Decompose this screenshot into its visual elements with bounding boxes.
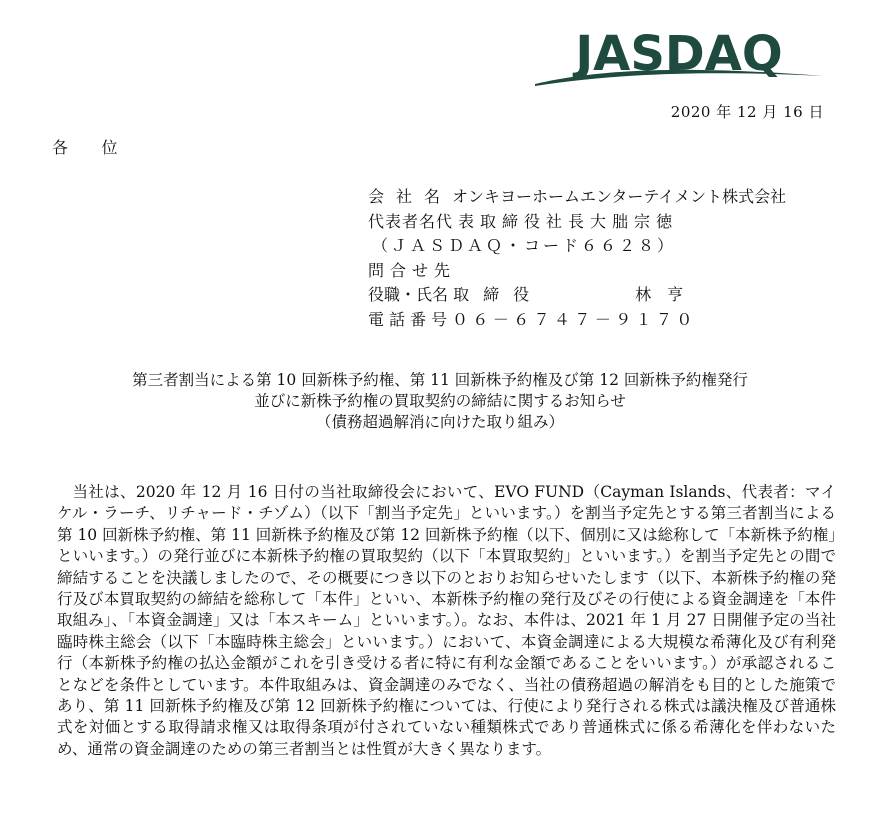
body-paragraph: 当社は、2020 年 12 月 16 日付の当社取締役会において、EVO FUND（Cayman Islands、代表者：マイケル・ラーチ、リチャード・チゾム）（以下「割当予定先」といいます。）を割当予定先とする第三者割当による第 10 回新株予約権、第 11 回新株予約権及び第 12 回新株予約権（以下、個別に又は総称して「本新株予約権」といいます。）の発行並びに本新株予約権の買取契約（以下「本買取契約」といいます。）を割当予定先との間で締結することを決議しましたので、その概要につき以下のとおりお知らせいたします（以下、本新株予約権の発行及び本買取契約の締結を総称して「本件」といい、本新株予約権の発行及びその行使による資金調達を「本件取組み」、「本資金調達」又は「本スキーム」といいます。）。なお、本件は、2021 年 1 月 27 日開催予定の当社臨時株主総会（以下「本臨時株主総会」といいます。）において、本資金調達による大規模な希薄化及び有利発行（本新株予約権の払込金額がこれを引き受ける者に特に有利な金額であることをいいます。）が承認されることなどを条件としています。本件取組みは、資金調達のみでなく、当社の債務超過の解消をも目的とした施策であり、第 11 回新株予約権及び第 12 回新株予約権については、行使により発行される株式は議決権及び普通株式を対価とする取得請求権又は取得条項が付されていない種類株式であり普通株式に係る希薄化を伴わないため、通常の資金調達のための第三者割当とは性質が大きく異なります。: [57, 483, 836, 758]
title-line-1: 第三者割当による第 10 回新株予約権、第 11 回新株予約権及び第 12 回新株予約権発行: [132, 371, 748, 389]
representative-name: 代表取締役社長大朏宗徳: [436, 211, 679, 231]
telephone-label: 電話番号: [368, 309, 453, 329]
jasdaq-code: （ＪＡＳＤＡＱ・コード６６２８）: [372, 236, 677, 255]
telephone-row: [368, 308, 786, 333]
document-date: 2020 年 12 月 16 日: [670, 103, 824, 121]
representative-label: 代表者名: [368, 211, 437, 231]
company-label: 会社名: [368, 187, 453, 206]
contact-person: 林亨: [635, 285, 700, 304]
company-name: オンキヨーホームエンターテイメント株式会社: [452, 187, 787, 206]
role-row: [368, 283, 786, 308]
code-row: [368, 234, 786, 259]
jasdaq-logo: [533, 28, 825, 90]
contact-label: 問合せ先: [368, 260, 457, 280]
role-label: 役職・氏名: [368, 285, 449, 304]
jasdaq-logo-mark: [533, 28, 825, 90]
sender-block: [368, 185, 786, 332]
document-title: [40, 370, 840, 433]
representative-row: [368, 210, 786, 235]
title-line-2: 並びに新株予約権の買取契約の締結に関するお知らせ: [254, 392, 626, 410]
title-line-3: （債務超過解消に向けた取り組み）: [315, 413, 564, 431]
addressee: 各 位: [52, 138, 119, 157]
contact-row: [368, 259, 786, 284]
telephone-number: ０６－６７４７－９１７０: [452, 309, 697, 329]
jasdaq-logo-text: JASDAQ: [575, 28, 783, 82]
company-row: [368, 185, 786, 210]
contact-role: 取締役: [453, 285, 544, 304]
